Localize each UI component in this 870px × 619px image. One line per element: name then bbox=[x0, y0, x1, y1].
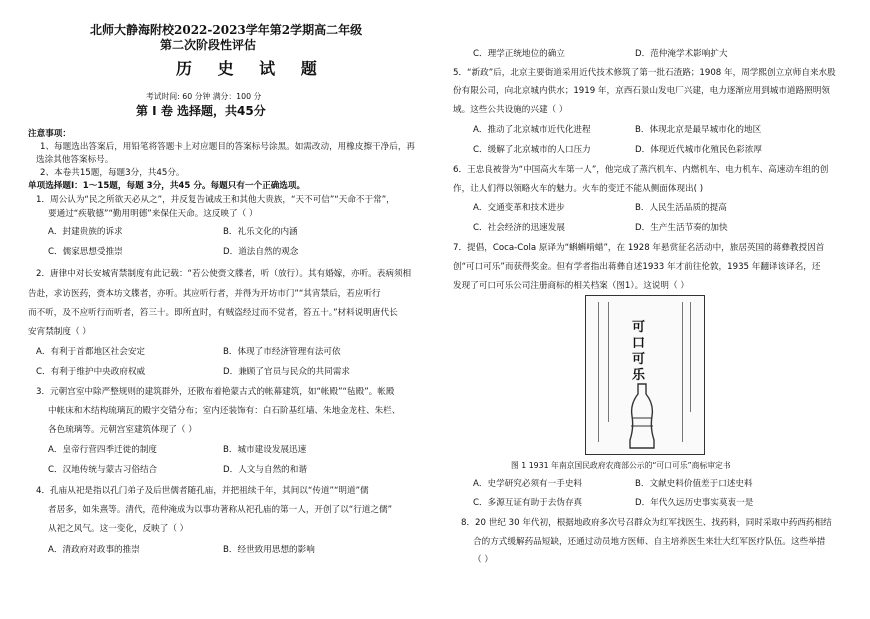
exam-title-line2: 第二次阶段性评估 bbox=[160, 38, 257, 52]
q6-option-d: D．生产生活节奏的加快 bbox=[635, 223, 728, 233]
notes-heading: 注意事项： bbox=[28, 129, 71, 139]
figure-trademark-text: 可口可乐 bbox=[632, 320, 646, 383]
q4-line2: 者居多，如朱熹等。清代，范仲淹成为以事功著称从祀孔庙的第一人，开创了以“行道之儒” bbox=[48, 505, 393, 515]
q3-option-b: B．城市建设发展迅速 bbox=[223, 445, 307, 455]
q8-line2: 合的方式缓解药品短缺，还通过动员地方医师、自主培养医生来壮大红军医疗队伍。这些举措 bbox=[473, 537, 826, 547]
q3-line3: 各色琉璃等。元朝宫室建筑体现了（ ） bbox=[48, 425, 197, 435]
q5-option-d: D．体现近代城市化殖民色彩浓厚 bbox=[635, 145, 762, 155]
exam-info: 考试时间: 60 分钟 满分：100 分 bbox=[146, 92, 262, 101]
q8-line3: （ ） bbox=[473, 555, 493, 565]
note-2: 2、本卷共15题，每题3分，共45分。 bbox=[40, 168, 185, 178]
q8-line1: 8．20 世纪 30 年代初，根据地政府多次号召群众为红军找医生、找药料，同时采取中药西药相结 bbox=[461, 518, 832, 528]
q1-option-c: C．儒家思想受推崇 bbox=[48, 247, 123, 257]
right-column bbox=[453, 0, 853, 619]
q7-option-a: A．史学研究必须有一手史料 bbox=[473, 479, 583, 489]
q3-line2: 中帐床和木结构琉璃瓦的殿宇交错分布；室内还装饰有：白石阶基红墙、朱地金龙柱、朱栏、 bbox=[48, 406, 401, 416]
q6-line1: 6．王忠良被誉为“中国高火车第一人”，他完成了蒸汽机车、内燃机车、电力机车、高速动车组的创 bbox=[453, 165, 829, 175]
q1-line2: 要通过“疾敬德”“勤用明德”来保住天命。这反映了（ ） bbox=[48, 209, 258, 219]
q2-option-d: D．兼顾了官员与民众的共同需求 bbox=[223, 367, 350, 377]
q7-option-d: D．年代久远历史事实莫衷一是 bbox=[635, 498, 754, 508]
coca-cola-bottle-icon bbox=[586, 296, 704, 454]
q4-line3: 从祀之风气。这一变化，反映了（ ） bbox=[48, 524, 189, 534]
q5-line2: 份有限公司，向北京城内供水；1919 年，京西石景山发电厂兴建，电力逐渐应用到城市道路照明领 bbox=[453, 86, 830, 96]
q7-option-b: B．文献史料价值差于口述史料 bbox=[635, 479, 753, 489]
q2-line4: 安宵禁制度（ ） bbox=[28, 327, 91, 337]
q7-line2: 创“可口可乐”而获得奖金。但有学者指出蒋彝自述1933 年才前往伦敦，1935 年翻译该译名，还 bbox=[453, 262, 821, 272]
q2-line2: 告赴，求访医药，赍本坊文牒者，亦听。其应听行者，并得为开坊市门”“其宵禁后，若应听行 bbox=[28, 289, 381, 299]
q5-option-c: C．缓解了北京城市的人口压力 bbox=[473, 145, 591, 155]
q5-option-a: A．推动了北京城市近代化进程 bbox=[473, 125, 591, 135]
q3-option-c: C．汉地传统与蒙古习俗结合 bbox=[48, 465, 158, 475]
q7-line1: 7．提倡，Coca-Cola 原译为“蝌蝌啃蜡”，在 1928 年悬赏征名活动中，旅居英国的蒋彝教授因首 bbox=[453, 243, 825, 253]
left-column bbox=[28, 0, 433, 619]
q4-line1: 4．孔庙从祀是指以孔门弟子及后世儒者随孔庙，并把祖续千年，其间以“传道”“明道”儒 bbox=[36, 486, 369, 496]
q6-option-a: A．交通变革和技术进步 bbox=[473, 203, 565, 213]
q4-option-c: C．理学正统地位的确立 bbox=[473, 49, 565, 59]
q3-line1: 3．元朝宫室中除严整规则的建筑群外，还散布着艳蒙古式的帐幕建筑，如“帐殿”“毡殿”。帐殿 bbox=[36, 387, 395, 397]
q2-option-c: C．有利于维护中央政府权威 bbox=[36, 367, 146, 377]
q1-option-b: B．礼乐文化的内涵 bbox=[223, 227, 298, 237]
subject-title: 历 史 试 题 bbox=[176, 59, 327, 78]
q4-option-b: B．经世致用思想的影响 bbox=[223, 545, 315, 555]
exam-title-line1: 北师大静海附校2022-2023学年第2学期高二年级 bbox=[90, 23, 363, 37]
note-1b: 选涂其他答案标号。 bbox=[36, 155, 114, 165]
q4-option-d: D．范仲淹学术影响扩大 bbox=[635, 49, 728, 59]
q3-option-d: D．人文与自然的和谐 bbox=[223, 465, 307, 475]
q5-line3: 域。这些公共设施的兴建（ ） bbox=[453, 105, 568, 115]
q1-option-a: A．封建贵族的诉求 bbox=[48, 227, 123, 237]
q1-option-d: D．道法自然的观念 bbox=[223, 247, 299, 257]
q2-line1: 2．唐律中对长安城宵禁制度有此记载：“若公使赍文牒者，听（放行）。其有婚嫁，亦听。表病须相 bbox=[36, 269, 412, 279]
q6-line2: 作，让人们得以领略火车的魅力。火车的变迁不能从侧面体现出( ) bbox=[453, 184, 704, 194]
q6-option-b: B．人民生活品质的提高 bbox=[635, 203, 727, 213]
coca-cola-trademark-figure bbox=[585, 295, 705, 455]
q4-option-a: A．清政府对政事的推崇 bbox=[48, 545, 140, 555]
figure-caption: 图 1 1931 年南京国民政府农商部公示的“可口可乐”商标审定书 bbox=[511, 461, 731, 470]
q1-line1: 1．周公认为“民之所欲天必从之”，并反复告诫成王和其他大贵族，“天不可信”“天命不于常”， bbox=[36, 195, 395, 205]
q3-option-a: A．皇帝行营四季迁徙的制度 bbox=[48, 445, 158, 455]
q2-option-a: A．有利于首都地区社会安定 bbox=[36, 347, 146, 357]
note-1a: 1、每题选出答案后，用铅笔将答题卡上对应题目的答案标号涂黑。如需改动，用橡皮擦干净后，再 bbox=[40, 142, 416, 152]
q5-option-b: B．体现北京是最早城市化的地区 bbox=[635, 125, 762, 135]
instruction: 单项选择题Ⅰ：1～15题，每题 3分，共45 分。每题只有一个正确选项。 bbox=[28, 181, 306, 191]
q2-option-b: B．体现了市经济管理有法可依 bbox=[223, 347, 341, 357]
q5-line1: 5．“新政”后，北京主要街道采用近代技术修筑了第一批石渣路；1908 年，周学熙创立京师自来水股 bbox=[453, 68, 836, 78]
q7-option-c: C．多源互证有助于去伪存真 bbox=[473, 498, 583, 508]
section-heading: 第 Ⅰ 卷 选择题，共45分 bbox=[136, 104, 266, 118]
q7-line3: 发现了可口可乐公司注册商标的相关档案（图1）。这说明（ ） bbox=[453, 281, 689, 291]
q2-line3: 而不听，及不应听行而听者，笞三十。即所直时，有贼盗经过而不觉者，笞五十。”材料说明唐代长 bbox=[28, 308, 398, 318]
q6-option-c: C．社会经济的迅速发展 bbox=[473, 223, 565, 233]
